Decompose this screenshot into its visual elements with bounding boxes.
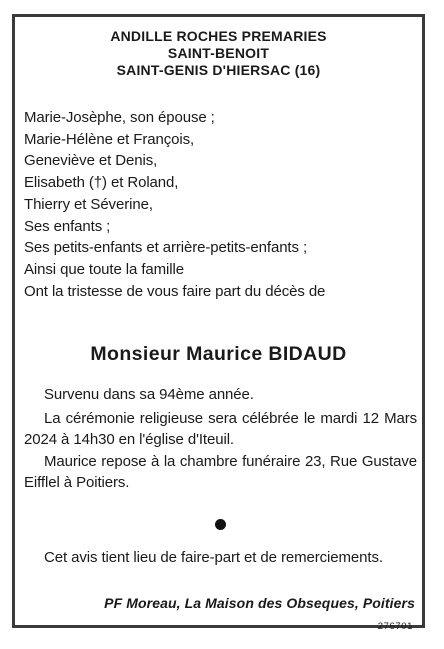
family-line: Ainsi que toute la famille bbox=[24, 260, 184, 278]
family-line: Thierry et Séverine, bbox=[24, 195, 153, 213]
locality-line-3: SAINT-GENIS D'HIERSAC (16) bbox=[116, 62, 321, 78]
deceased-name: Monsieur Maurice BIDAUD bbox=[90, 343, 347, 365]
family-line: Ont la tristesse de vous faire part du décès de bbox=[24, 282, 326, 300]
reference-number: 276701 bbox=[377, 621, 413, 632]
locality-header bbox=[15, 28, 422, 79]
rest-paragraph: Maurice repose à la chambre funéraire 23, Rue Gustave Eifflel à Poitiers. bbox=[24, 453, 417, 491]
acknowledgement-paragraph: Cet avis tient lieu de faire-part et de remerciements. bbox=[44, 549, 383, 566]
funeral-home-credit: PF Moreau, La Maison des Obseques, Poitiers bbox=[104, 595, 415, 611]
obituary-notice bbox=[12, 14, 425, 632]
locality-line-2: SAINT-BENOIT bbox=[167, 45, 270, 61]
separator-dot bbox=[215, 519, 226, 530]
age-paragraph: Survenu dans sa 94ème année. bbox=[44, 386, 254, 403]
ceremony-paragraph: La cérémonie religieuse sera célébrée le mardi 12 Mars 2024 à 14h30 en l'église d'Iteuil. bbox=[24, 410, 417, 448]
family-line: Geneviève et Denis, bbox=[24, 152, 158, 170]
family-line: Elisabeth (†) et Roland, bbox=[24, 174, 179, 192]
family-line: Marie-Josèphe, son épouse ; bbox=[24, 109, 215, 126]
family-line: Ses enfants ; bbox=[24, 217, 111, 235]
family-line: Ses petits-enfants et arrière-petits-enfants ; bbox=[24, 239, 308, 257]
family-list bbox=[24, 107, 325, 302]
locality-line-1: ANDILLE ROCHES PREMARIES bbox=[110, 28, 327, 44]
family-line: Marie-Hélène et François, bbox=[24, 130, 195, 148]
